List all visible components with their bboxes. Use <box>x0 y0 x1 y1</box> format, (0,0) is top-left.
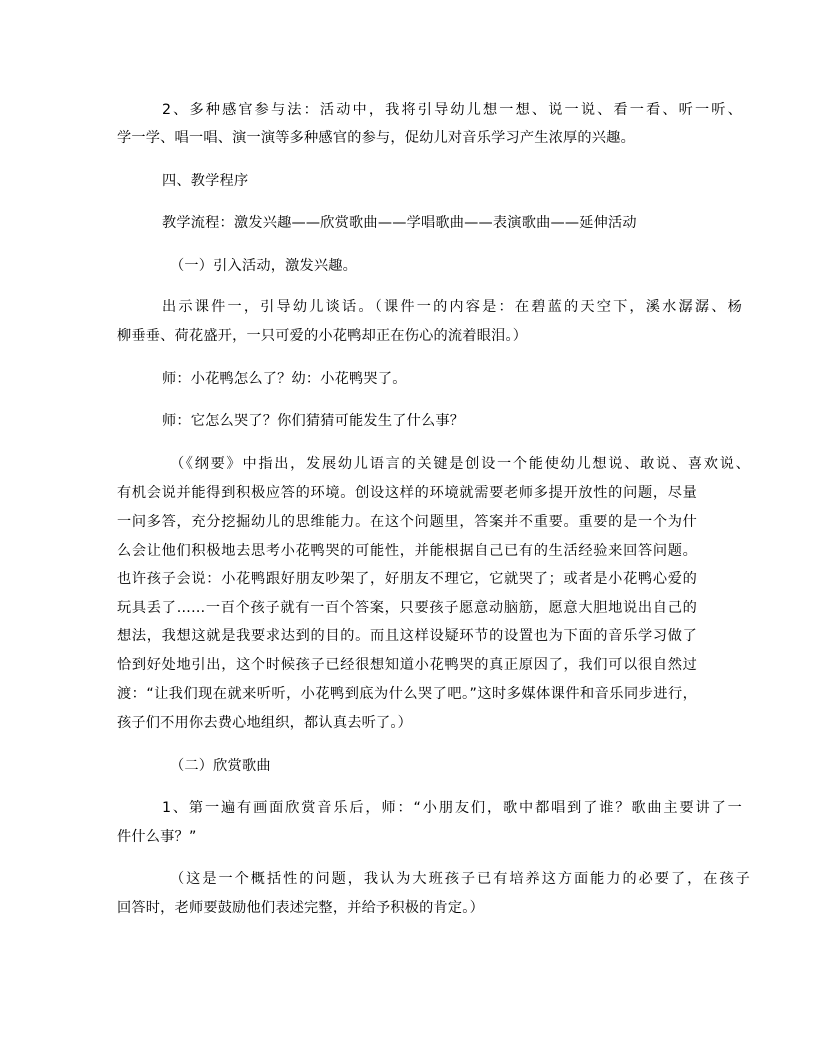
paragraph-line: （《纲要》中指出，发展幼儿语言的关键是创设一个能使幼儿想说、敢说、喜欢说、 <box>170 456 750 472</box>
paragraph-line: 么会让他们积极地去思考小花鸭哭的可能性，并能根据自己已有的生活经验来回答问题。 <box>117 543 697 559</box>
paragraph-line: 恰到好处地引出，这个时候孩子已经很想知道小花鸭哭的真正原因了，我们可以很自然过 <box>117 657 697 673</box>
paragraph-line: 也许孩子会说：小花鸭跟好朋友吵架了，好朋友不理它，它就哭了；或者是小花鸭心爱的 <box>117 571 697 587</box>
paragraph-line: 玩具丢了……一百个孩子就有一百个答案，只要孩子愿意动脑筋，愿意大胆地说出自己的 <box>117 600 697 616</box>
subsection-heading: （一）引入活动，激发兴趣。 <box>170 258 358 274</box>
paragraph-line: 想法，我想这就是我要求达到的目的。而且这样设疑环节的设置也为下面的音乐学习做了 <box>117 628 697 644</box>
paragraph-line: 学一学、唱一唱、演一演等多种感官的参与，促幼儿对音乐学习产生浓厚的兴趣。 <box>117 130 635 146</box>
subsection-heading: （二）欣赏歌曲 <box>170 758 271 774</box>
paragraph-line: 2、多种感官参与法：活动中，我将引导幼儿想一想、说一说、看一看、听一听、 <box>162 102 742 118</box>
paragraph-line: 一问多答，充分挖掘幼儿的思维能力。在这个问题里，答案并不重要。重要的是一个为什 <box>117 514 697 530</box>
dialogue-line: 师：小花鸭怎么了？幼：小花鸭哭了。 <box>162 371 407 387</box>
paragraph-line: （这是一个概括性的问题，我认为大班孩子已有培养这方面能力的必要了，在孩子 <box>170 871 750 887</box>
paragraph-line: 回答时，老师要鼓励他们表述完整，并给予积极的肯定。） <box>117 900 484 916</box>
paragraph-line: 出示课件一，引导幼儿谈话。（课件一的内容是：在碧蓝的天空下，溪水潺潺、杨 <box>162 299 742 315</box>
paragraph-line: 件什么事？” <box>117 829 197 845</box>
section-heading: 四、教学程序 <box>162 173 249 189</box>
paragraph-line: 有机会说并能得到积极应答的环境。创设这样的环境就需要老师多提开放性的问题，尽量 <box>117 485 697 501</box>
paragraph-line: 1、第一遍有画面欣赏音乐后，师：“小朋友们，歌中都唱到了谁？歌曲主要讲了一 <box>162 800 742 816</box>
dialogue-line: 师：它怎么哭了？你们猜猜可能发生了什么事？ <box>162 413 465 429</box>
paragraph-line: 孩子们不用你去费心地组织，都认真去听了。） <box>117 715 413 731</box>
teaching-flow: 教学流程：激发兴趣——欣赏歌曲——学唱歌曲——表演歌曲——延伸活动 <box>162 215 637 231</box>
paragraph-line: 柳垂垂、荷花盛开，一只可爱的小花鸭却正在伤心的流着眼泪。） <box>117 328 528 344</box>
paragraph-line: 渡：“让我们现在就来听听，小花鸭到底为什么哭了吧。”这时多媒体课件和音乐同步进行， <box>117 686 697 702</box>
